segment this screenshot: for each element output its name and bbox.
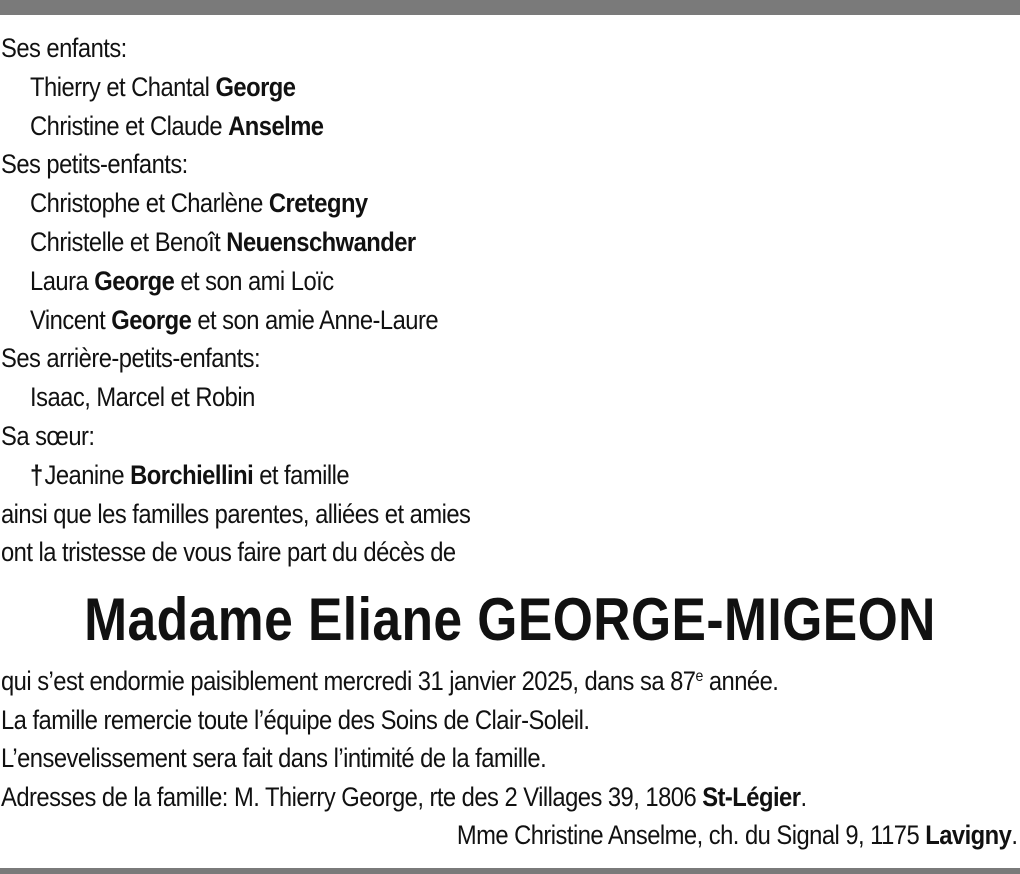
grandchild-3-surname: George <box>94 265 175 296</box>
grandchild-2-names: Christelle et Benoît <box>30 226 227 257</box>
address-1-town: St-Légier <box>702 781 801 812</box>
sister-first: Jeanine <box>44 459 131 490</box>
child-1-names: Thierry et Chantal <box>30 71 216 102</box>
children-heading: Ses enfants: <box>1 33 127 63</box>
child-2 <box>1 107 895 146</box>
address-1-end: . <box>800 781 807 812</box>
grandchild-1 <box>1 184 895 223</box>
grandchild-1-names: Christophe et Charlène <box>30 188 269 219</box>
grandchild-3-rest: et son ami Loïc <box>174 265 334 296</box>
grandchild-3-first: Laura <box>30 265 95 296</box>
family-list <box>1 29 895 572</box>
grandchildren-heading: Ses petits-enfants: <box>1 149 188 180</box>
bottom-rule <box>0 868 1020 874</box>
grandchild-4 <box>1 301 895 340</box>
announce-line: ont la tristesse de vous faire part du décès de <box>1 537 456 568</box>
sister-heading: Sa sœur: <box>1 420 95 451</box>
death-line <box>1 662 1017 701</box>
grandchild-4-first: Vincent <box>30 304 112 335</box>
child-2-surname: Anselme <box>228 110 324 141</box>
great-grandchildren-names: Isaac, Marcel et Robin <box>30 382 255 413</box>
grandchild-4-surname: George <box>111 304 192 335</box>
sister-surname: Borchiellini <box>130 459 254 490</box>
details-block <box>1 662 1017 855</box>
address-2-town: Lavigny <box>925 820 1012 851</box>
child-2-names: Christine et Claude <box>30 110 229 141</box>
address-2-prefix: Mme Christine Anselme, ch. du Signal 9, 1175 <box>456 820 926 851</box>
address-line-1 <box>1 778 1017 817</box>
grandchild-2 <box>1 223 895 262</box>
child-1 <box>1 68 895 107</box>
cross-icon: † <box>30 459 43 490</box>
thanks-line: La famille remercie toute l’équipe des Soins de Clair-Soleil. <box>1 704 590 735</box>
great-grandchildren-heading: Ses arrière-petits-enfants: <box>1 343 261 374</box>
death-line-start: qui s’est endormie paisiblement mercredi 31 janvier 2025, dans sa 87 <box>1 666 696 696</box>
child-1-surname: George <box>215 71 296 102</box>
address-2-end: . <box>1011 820 1018 851</box>
death-line-end: année. <box>702 666 779 696</box>
grandchild-1-surname: Cretegny <box>268 188 368 219</box>
grandchild-3 <box>1 262 895 301</box>
address-line-2 <box>1 816 1017 855</box>
grandchild-4-rest: et son amie Anne-Laure <box>191 304 439 335</box>
burial-line: L’ensevelissement sera fait dans l’intimité de la famille. <box>1 743 547 774</box>
ordinal-suffix: e <box>695 668 703 685</box>
sister <box>1 456 895 495</box>
grandchild-2-surname: Neuenschwander <box>226 226 416 257</box>
sister-rest: et famille <box>253 459 350 490</box>
deceased-name: Madame Eliane GEORGE-MIGEON <box>84 586 936 653</box>
address-1-prefix: Adresses de la famille: M. Thierry George, rte des 2 Villages 39, 1806 <box>1 781 703 812</box>
families-line: ainsi que les familles parentes, alliées et amies <box>1 498 471 529</box>
top-rule <box>0 0 1020 15</box>
